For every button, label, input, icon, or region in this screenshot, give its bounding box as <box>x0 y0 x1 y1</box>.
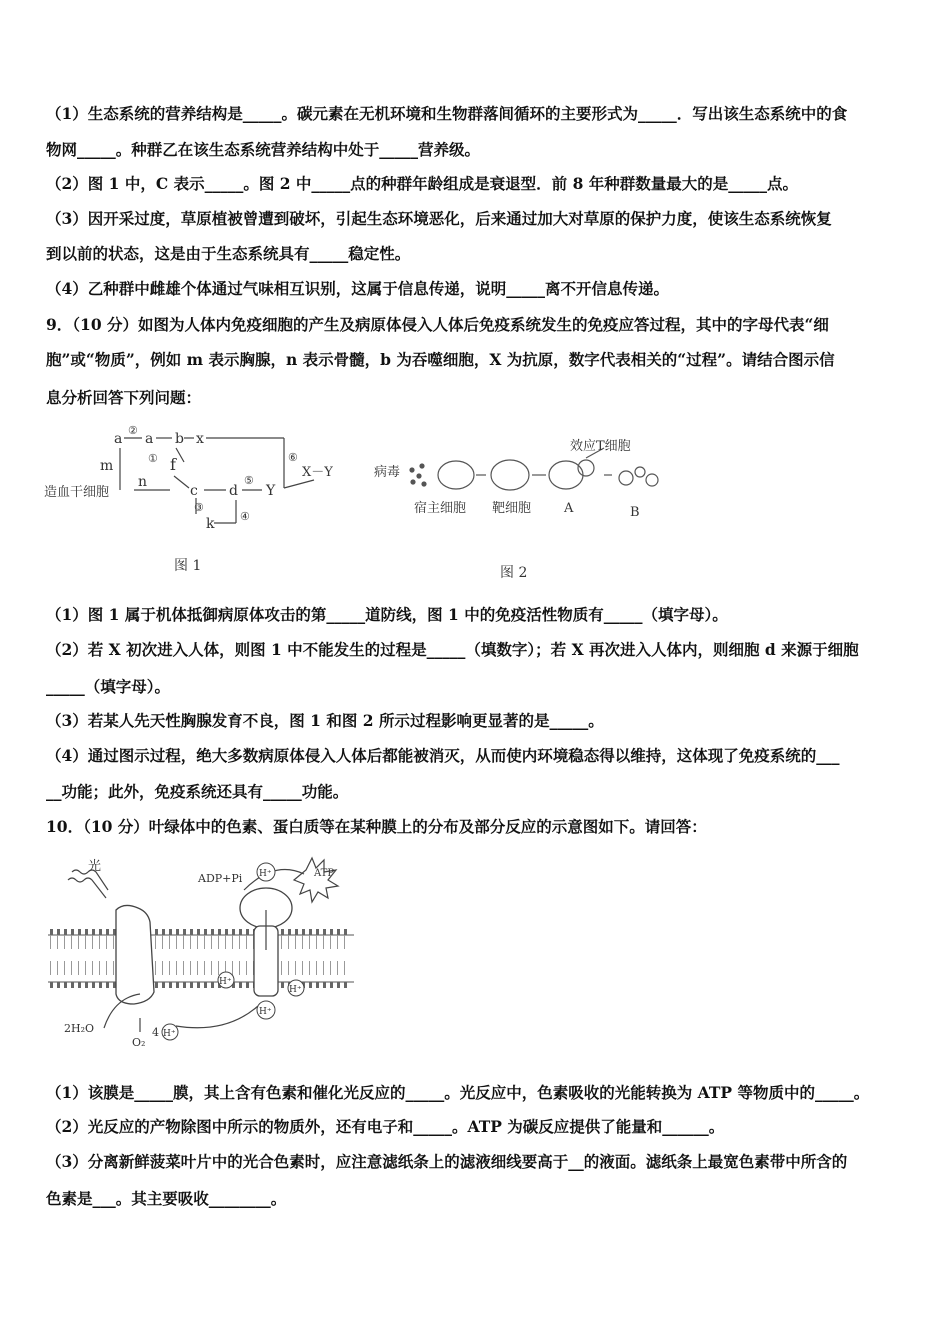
q10-intro: 10．（10 分）叶绿体中的色素、蛋白质等在某种膜上的分布及部分反应的示意图如下。请回答： <box>46 817 707 836</box>
fig1-label-d: d <box>229 483 238 499</box>
q9-question-4: （4）通过图示过程，绝大多数病原体侵入人体后都能被消灭，从而使内环境稳态得以维持，这体现了免疫系统的___ <box>46 746 840 765</box>
q8-line-1: （1）生态系统的营养结构是_____。碳元素在无机环境和生物群落间循环的主要形式为_____．写出该生态系统中的食 <box>46 104 848 123</box>
fig2-label-a: A <box>564 501 574 516</box>
fig1-label-n: n <box>138 474 148 490</box>
fig2-host-label: 宿主细胞 <box>414 501 467 516</box>
fig3-h-label-1: H⁺ <box>219 977 232 987</box>
fig3-h-label-top: H⁺ <box>259 869 272 879</box>
q10-question-3: （3）分离新鲜菠菜叶片中的光合色素时，应注意滤纸条上的滤液细线要高于__的液面。滤纸条上最宽色素带中所含的 <box>46 1152 848 1171</box>
fig1-step-1: ① <box>148 452 158 465</box>
fig1-label-c: c <box>190 483 198 499</box>
fig3-h-label-3: H⁺ <box>259 1007 272 1017</box>
q9-intro-line-3: 息分析回答下列问题： <box>46 388 202 407</box>
fig1-caption: 图 1 <box>174 558 202 574</box>
fig2-effector-label: 效应T细胞 <box>570 439 631 454</box>
q8-line-4: （3）因开采过度，草原植被曾遭到破坏，引起生态环境恶化，后来通过加大对草原的保护力度，使该生态系统恢复 <box>46 209 832 228</box>
q9-question-2-cont: _____（填字母）。 <box>46 677 171 696</box>
q8-line-2: 物网_____。种群乙在该生态系统营养结构中处于_____营养级。 <box>46 140 481 159</box>
fig3-o2-label: O₂ <box>132 1036 146 1049</box>
q10-question-2: （2）光反应的产物除图中所示的物质外，还有电子和_____。ATP 为碳反应提供了能量和______。 <box>46 1117 725 1136</box>
fig1-label-a2: a <box>145 431 154 447</box>
q8-line-3: （2）图 1 中，C 表示_____。图 2 中_____点的种群年龄组成是衰退型．前 8 年种群数量最大的是_____点。 <box>46 174 799 193</box>
fig3-water-label: 2H₂O <box>64 1022 95 1035</box>
q9-question-4-cont: __功能；此外，免疫系统还具有_____功能。 <box>46 782 349 801</box>
fig3-adp-label: ADP+Pi <box>198 872 243 885</box>
fig2-caption: 图 2 <box>500 565 528 581</box>
figure-1-immune-diagram <box>44 418 344 583</box>
q10-question-3-cont: 色素是___。其主要吸收________。 <box>46 1189 287 1208</box>
q8-line-5: 到以前的状态，这是由于生态系统具有_____稳定性。 <box>46 244 411 263</box>
fig1-label-k: k <box>206 516 215 532</box>
fig2-label-b: B <box>630 505 640 520</box>
fig1-label-a: a <box>114 431 123 447</box>
fig1-label-y: Y <box>266 483 276 499</box>
fig1-step-5: ⑤ <box>244 474 254 487</box>
fig2-target-label: 靶细胞 <box>492 501 532 516</box>
q9-intro-line-2: 胞”或“物质”，例如 m 表示胸腺，n 表示骨髓，b 为吞噬细胞，X 为抗原，数字代表相关的“过程”。请结合图示信 <box>46 350 835 369</box>
fig2-virus-label: 病毒 <box>374 465 401 480</box>
fig1-label-xy: X－Y <box>302 465 333 480</box>
q8-line-6: （4）乙种群中雌雄个体通过气味相互识别，这属于信息传递，说明_____离不开信息传递。 <box>46 279 670 298</box>
fig3-atp-label: ATP <box>314 868 335 879</box>
lipid-heads <box>50 932 350 985</box>
fig3-light-label: 光 <box>88 859 102 874</box>
q9-question-1: （1）图 1 属于机体抵御病原体攻击的第_____道防线，图 1 中的免疫活性物质有_____（填字母）。 <box>46 605 728 624</box>
q9-intro-line-1: 9．（10 分）如图为人体内免疫细胞的产生及病原体侵入人体后免疫系统发生的免疫应答过程，其中的字母代表“细 <box>46 315 829 334</box>
fig1-step-2: ② <box>128 424 138 437</box>
figure-2-virus-diagram <box>372 430 672 585</box>
fig1-step-3: ③ <box>194 501 204 514</box>
fig1-label-b: b <box>175 431 184 447</box>
fig3-h-label-2: H⁺ <box>289 985 302 995</box>
q10-question-1: （1）该膜是_____膜，其上含有色素和催化光反应的_____。光反应中，色素吸收的光能转换为 ATP 等物质中的_____。 <box>46 1083 870 1102</box>
fig3-four-label: 4 <box>152 1026 159 1039</box>
fig1-step-6: ⑥ <box>288 451 298 464</box>
fig1-label-f: f <box>170 455 176 474</box>
fig1-label-m: m <box>100 458 114 474</box>
q9-question-2: （2）若 X 初次进入人体，则图 1 中不能发生的过程是_____（填数字）；若 X 再次进入人体内，则细胞 d 来源于细胞 <box>46 640 859 659</box>
fig1-source-label: 造血干细胞 <box>44 485 110 500</box>
figure-3-thylakoid-membrane <box>44 850 364 1050</box>
fig1-label-x: x <box>196 431 204 447</box>
fig3-h-label-4: H⁺ <box>163 1029 176 1039</box>
fig1-step-4: ④ <box>240 510 250 523</box>
q9-question-3: （3）若某人先天性胸腺发育不良，图 1 和图 2 所示过程影响更显著的是_____。 <box>46 711 604 730</box>
